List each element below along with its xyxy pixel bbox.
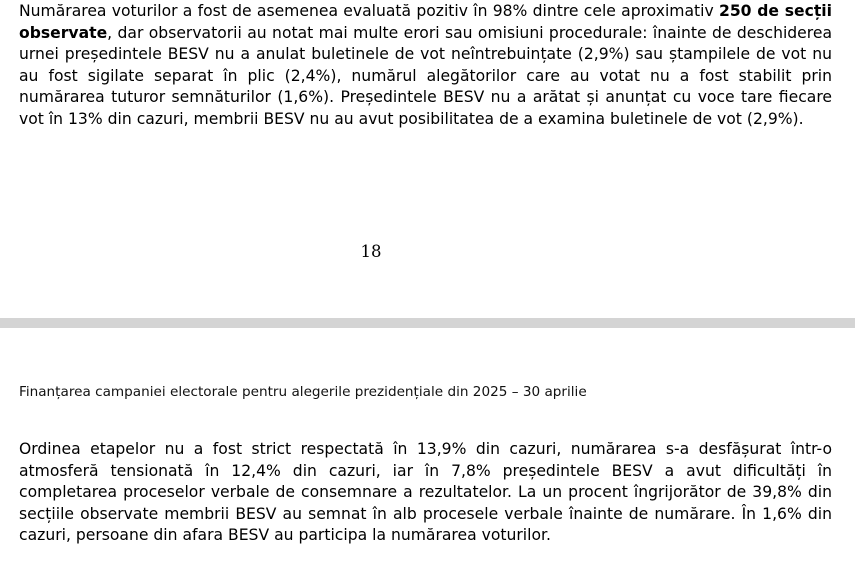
procedure-paragraph: Ordinea etapelor nu a fost strict respectată în 13,9% din cazuri, numărarea s-a desfășurat într-o atmosferă tensionată în 12,4% din cazuri, iar în 7,8% președintele BESV a avut dificultăți în completarea proceselor verbale de consemnare a rezultatelor. La un procent îngrijorător de 39,8% din secțiile observate membrii BESV au semnat în alb procesele verbale înainte de numărare. În 1,6% din cazuri, persoane din afara BESV au participa la numărarea voturilor. [19,440,832,544]
counting-paragraph-body: , dar observatorii au notat mai multe erori sau omisiuni procedurale: înainte de deschiderea urnei președintele BESV nu a anulat buletinele de vot neîntrebuințate (2,9%) sau ștampilele de vot nu au fost sigilate separat în plic (2,4%), numărul alegătorilor care au votat nu a fost stabilit prin numărarea tuturor semnăturilor (1,6%). Președintele BESV nu a arătat și anunțat cu voce tare fiecare vot în 13% din cazuri, membrii BESV nu au avut posibilitatea de a examina buletinele de vot (2,9%). [19,23,832,128]
running-header: Finanțarea campaniei electorale pentru alegerile prezidențiale din 2025 – 30 aprilie [19,384,587,400]
counting-paragraph-intro: Numărarea voturilor a fost de asemenea evaluată pozitiv în 98% dintre cele aproximativ [19,2,719,20]
page-number: 18 [360,242,382,261]
observed-stations-emphasis: 250 de secții observate [19,2,832,42]
counting-paragraph [19,1,832,130]
page-separator [0,318,855,328]
